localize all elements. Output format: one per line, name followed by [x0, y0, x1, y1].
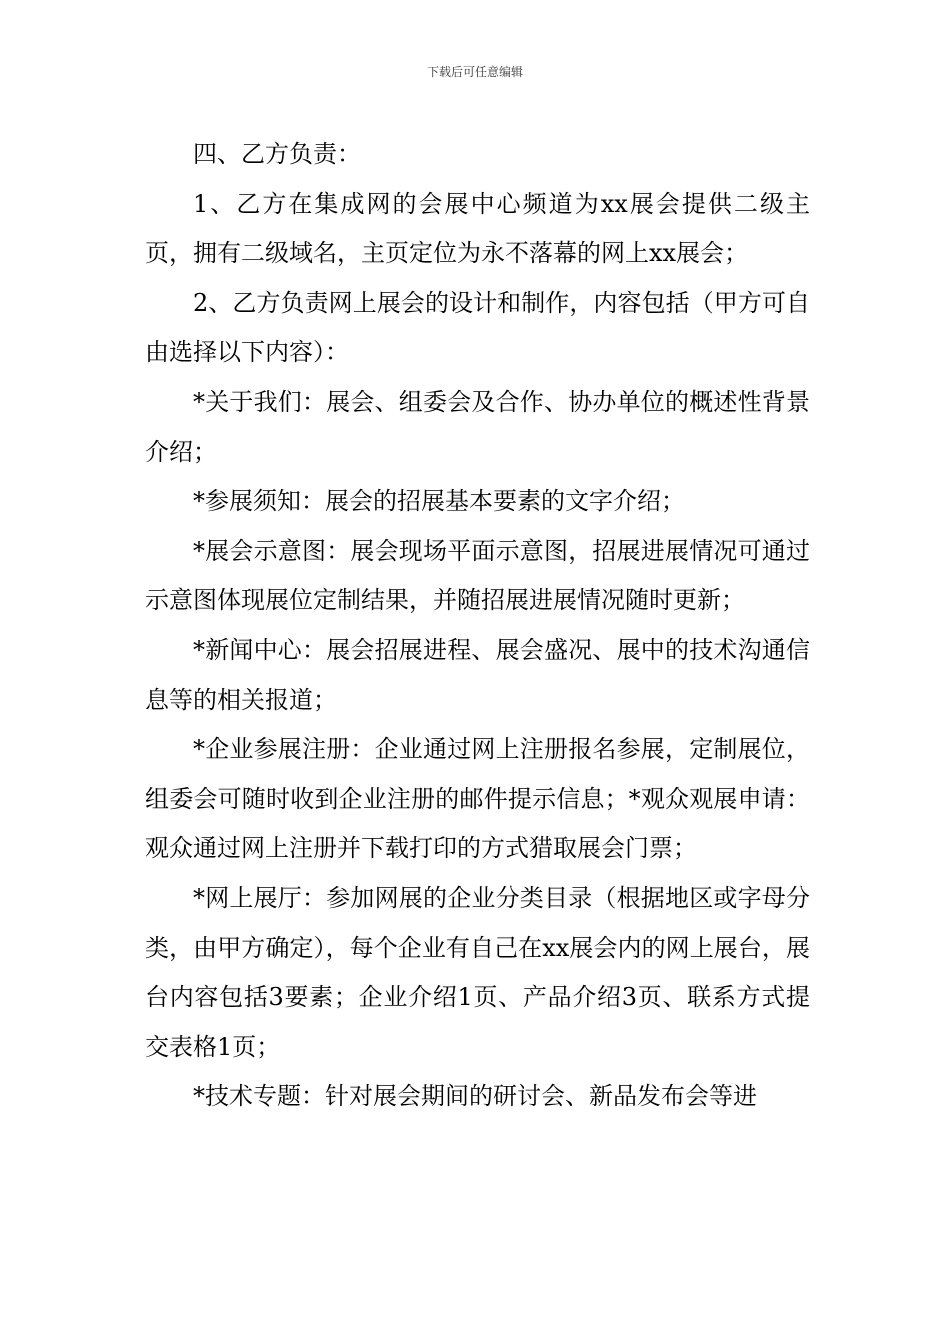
paragraph-about-us: *关于我们：展会、组委会及合作、协办单位的概述性背景介绍； [145, 387, 810, 466]
paragraph-1: 1、乙方在集成网的会展中心频道为xx展会提供二级主页，拥有二级域名，主页定位为永不落幕的网上xx展会； [145, 189, 810, 268]
paragraph-tech-topics: *技术专题：针对展会期间的研讨会、新品发布会等进 [193, 1082, 757, 1111]
paragraph-exhibitor-notice: *参展须知：展会的招展基本要素的文字介绍； [193, 487, 685, 516]
paragraph-floor-plan: *展会示意图：展会现场平面示意图，招展进展情况可通过示意图体现展位定制结果，并随招展进展情况随时更新； [145, 536, 810, 615]
paragraph-registration: *企业参展注册：企业通过网上注册报名参展，定制展位，组委会可随时收到企业注册的邮件提示信息；*观众观展申请：观众通过网上注册并下载打印的方式猎取展会门票； [145, 735, 810, 863]
paragraph-online-hall: *网上展厅：参加网展的企业分类目录（根据地区或字母分类，由甲方确定），每个企业有自己在xx展会内的网上展台，展台内容包括3要素；企业介绍1页、产品介绍3页、联系方式提交表格1页； [145, 883, 810, 1061]
paragraph-news-center: *新闻中心：展会招展进程、展会盛况、展中的技术沟通信息等的相关报道； [145, 635, 810, 714]
paragraph-2: 2、乙方负责网上展会的设计和制作，内容包括（甲方可自由选择以下内容）： [145, 288, 810, 367]
document-body [145, 130, 810, 1122]
section-heading: 四、乙方负责： [193, 140, 361, 168]
page-header: 下载后可任意编辑 [426, 65, 523, 79]
